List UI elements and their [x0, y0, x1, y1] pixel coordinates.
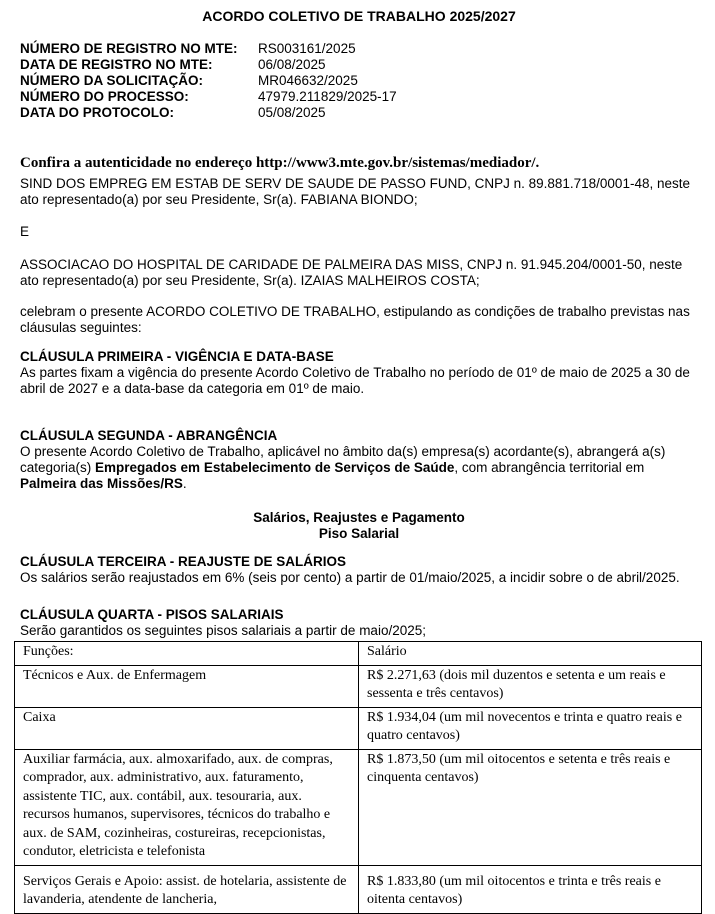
- clause-segunda-body-mid: , com abrangência territorial em: [454, 460, 645, 475]
- table-row: [15, 707, 702, 749]
- funcao-cell: Caixa: [15, 707, 359, 749]
- registry-fields: [20, 41, 698, 121]
- clause-segunda-heading: CLÁUSULA SEGUNDA - ABRANGÊNCIA: [20, 428, 278, 443]
- registry-field-label: NÚMERO DO PROCESSO:: [20, 89, 189, 104]
- clause-terceira-body: Os salários serão reajustados em 6% (seis por cento) a partir de 01/maio/2025, a incidir sobre o de abril/2025.: [20, 570, 680, 585]
- party-union-paragraph: SIND DOS EMPREG EM ESTAB DE SERV DE SAUDE DE PASSO FUND, CNPJ n. 89.881.718/0001-48, neste ato representado(a) por seu Presidente, Sr(a). FABIANA BIONDO;: [20, 176, 690, 207]
- salario-cell: R$ 1.833,80 (um mil oitocentos e trinta e três reais e oitenta centavos): [359, 865, 702, 913]
- section-heading-line2: Piso Salarial: [318, 525, 400, 541]
- registry-field-value: RS003161/2025: [258, 41, 356, 56]
- registry-field-value: 47979.211829/2025-17: [258, 89, 397, 104]
- clause-segunda-body-start: O presente Acordo Coletivo de Trabalho, aplicável no âmbito da(s) empresa(s) acordante(s), abrangerá a(s) categoria(s): [20, 444, 666, 475]
- table-row: [15, 865, 702, 913]
- clause-segunda-body-end: .: [182, 476, 187, 491]
- registry-field-row: [20, 57, 698, 73]
- salary-table-header-salario: Salário: [359, 642, 702, 666]
- funcao-cell: Serviços Gerais e Apoio: assist. de hotelaria, assistente de lavanderia, atendente de lancheria,: [15, 865, 359, 913]
- doc-title: ACORDO COLETIVO DE TRABALHO 2025/2027: [202, 8, 516, 24]
- clause-quarta-heading: CLÁUSULA QUARTA - PISOS SALARIAIS: [20, 607, 284, 622]
- section-heading: [20, 510, 698, 541]
- clause-primeira-heading: CLÁUSULA PRIMEIRA - VIGÊNCIA E DATA-BASE: [20, 349, 334, 364]
- salary-table-header-row: [15, 642, 702, 666]
- authenticity-note: Confira a autenticidade no endereço http://www3.mte.gov.br/sistemas/mediador/.: [20, 155, 540, 171]
- registry-field-row: [20, 89, 698, 105]
- table-row: [15, 665, 702, 707]
- celebration-paragraph: celebram o presente ACORDO COLETIVO DE TRABALHO, estipulando as condições de trabalho previstas nas cláusulas seguintes:: [20, 304, 690, 335]
- clause-quarta-body: Serão garantidos os seguintes pisos salariais a partir de maio/2025;: [20, 623, 426, 638]
- registry-field-value: 06/08/2025: [258, 57, 326, 72]
- funcao-cell: Auxiliar farmácia, aux. almoxarifado, aux. de compras, comprador, aux. administrativo, aux. faturamento, assistente TIC, aux. contábil, aux. tesouraria, aux. recursos humanos, supervisores, técnicos do trabalho e aux. de SAM, cozinheiras, costureiras, recepcionistas, condutor, eletricista e telefonista: [15, 749, 359, 865]
- table-row: [15, 749, 702, 865]
- registry-field-label: NÚMERO DE REGISTRO NO MTE:: [20, 41, 238, 56]
- clause-terceira-heading: CLÁUSULA TERCEIRA - REAJUSTE DE SALÁRIOS: [20, 554, 347, 569]
- salario-cell: R$ 1.873,50 (um mil oitocentos e setenta e três reais e cinquenta centavos): [359, 749, 702, 865]
- registry-field-row: [20, 73, 698, 89]
- salary-table: [14, 641, 702, 914]
- registry-field-row: [20, 41, 698, 57]
- section-heading-line1: Salários, Reajustes e Pagamento: [253, 510, 465, 525]
- clause-primeira-body: As partes fixam a vigência do presente Acordo Coletivo de Trabalho no período de 01º de maio de 2025 a 30 de abril de 2027 e a data-base da categoria em 01º de maio.: [20, 365, 690, 396]
- registry-field-label: NÚMERO DA SOLICITAÇÃO:: [20, 73, 203, 88]
- clause-segunda-body: [20, 444, 698, 492]
- registry-field-row: [20, 105, 698, 121]
- registry-field-label: DATA DO PROTOCOLO:: [20, 105, 174, 120]
- clause-segunda-territory-bold: Palmeira das Missões/RS: [20, 476, 183, 491]
- funcao-cell: Técnicos e Aux. de Enfermagem: [15, 665, 359, 707]
- registry-field-value: 05/08/2025: [258, 105, 326, 120]
- salario-cell: R$ 2.271,63 (dois mil duzentos e setenta e um reais e sessenta e três centavos): [359, 665, 702, 707]
- clause-segunda-category-bold: Empregados em Estabelecimento de Serviços de Saúde: [95, 460, 455, 475]
- salary-table-header-funcoes: Funções:: [15, 642, 359, 666]
- salario-cell: R$ 1.934,04 (um mil novecentos e trinta e quatro reais e quatro centavos): [359, 707, 702, 749]
- registry-field-value: MR046632/2025: [258, 73, 358, 88]
- registry-field-label: DATA DE REGISTRO NO MTE:: [20, 57, 213, 72]
- parties-connector: E: [20, 224, 30, 239]
- party-employer-paragraph: ASSOCIACAO DO HOSPITAL DE CARIDADE DE PALMEIRA DAS MISS, CNPJ n. 91.945.204/0001-50, neste ato representado(a) por seu Presidente, Sr(a). IZAIAS MALHEIROS COSTA;: [20, 257, 683, 288]
